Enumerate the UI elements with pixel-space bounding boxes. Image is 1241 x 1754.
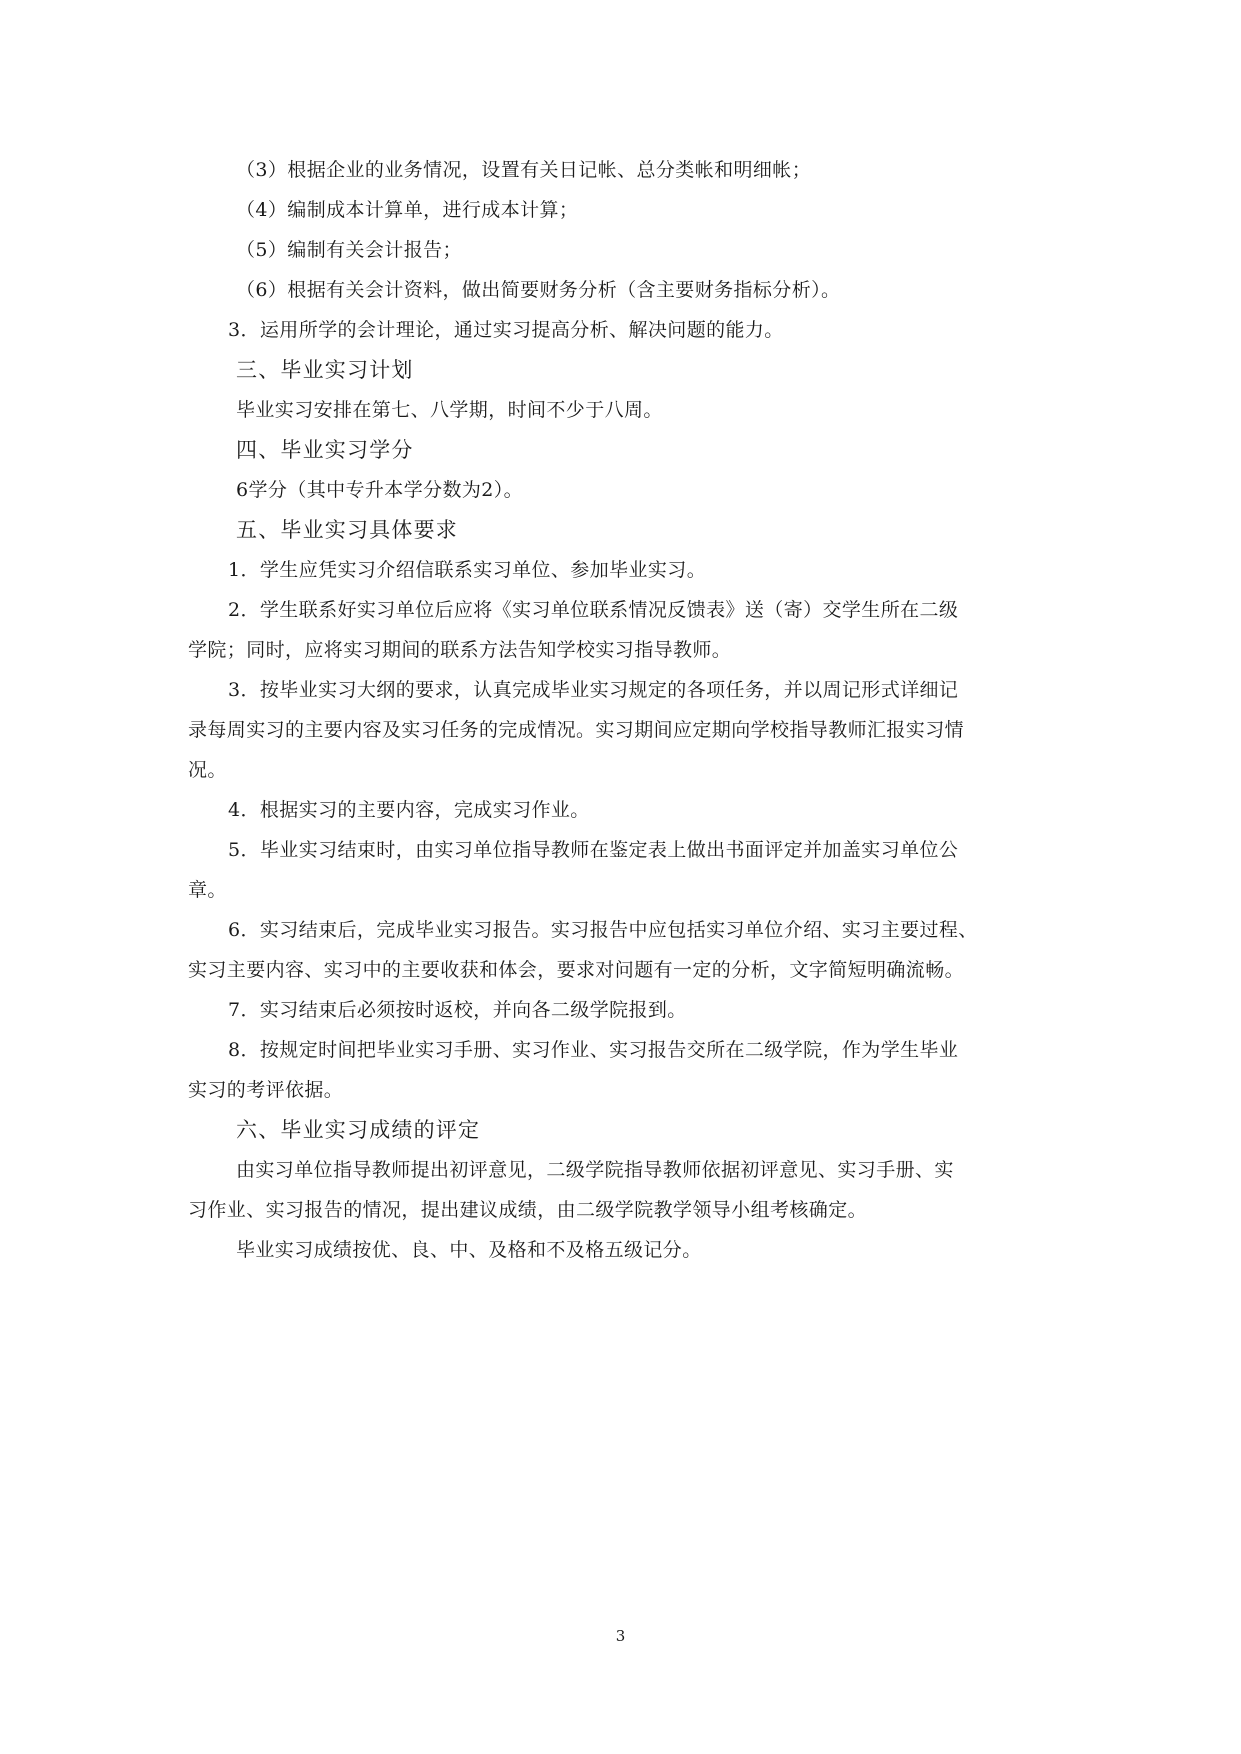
text-line: 录每周实习的主要内容及实习任务的完成情况。实习期间应定期向学校指导教师汇报实习情 [188,719,965,741]
text-line: 5．毕业实习结束时，由实习单位指导教师在鉴定表上做出书面评定并加盖实习单位公 [228,839,959,861]
text-line: 毕业实习安排在第七、八学期，时间不少于八周。 [236,399,663,421]
section-heading: 四、毕业实习学分 [236,438,414,462]
text-line: （4）编制成本计算单，进行成本计算； [236,199,579,221]
text-line: （5）编制有关会计报告； [236,239,462,261]
text-line: 实习的考评依据。 [188,1079,344,1101]
text-line: 8．按规定时间把毕业实习手册、实习作业、实习报告交所在二级学院，作为学生毕业 [228,1039,959,1061]
text-line: （6）根据有关会计资料，做出简要财务分析（含主要财务指标分析）。 [236,279,841,301]
text-line: 实习主要内容、实习中的主要收获和体会，要求对问题有一定的分析，文字简短明确流畅。 [188,959,965,981]
section-heading: 五、毕业实习具体要求 [236,518,458,542]
text-line: 毕业实习成绩按优、良、中、及格和不及格五级记分。 [236,1239,702,1261]
text-line: 2．学生联系好实习单位后应将《实习单位联系情况反馈表》送（寄）交学生所在二级 [228,599,959,621]
text-line: 6学分（其中专升本学分数为2）。 [236,479,524,501]
text-line: （3）根据企业的业务情况，设置有关日记帐、总分类帐和明细帐； [236,159,812,181]
text-line: 7．实习结束后必须按时返校，并向各二级学院报到。 [228,999,687,1021]
text-line: 学院；同时，应将实习期间的联系方法告知学校实习指导教师。 [188,639,732,661]
text-line: 章。 [188,879,227,901]
text-line: 4．根据实习的主要内容，完成实习作业。 [228,799,590,821]
page-number: 3 [615,1627,626,1645]
section-heading: 六、毕业实习成绩的评定 [236,1118,481,1142]
text-line: 况。 [188,759,227,781]
text-line: 6．实习结束后，完成毕业实习报告。实习报告中应包括实习单位介绍、实习主要过程、 [228,919,978,941]
section-heading: 三、毕业实习计划 [236,358,414,382]
text-line: 习作业、实习报告的情况，提出建议成绩，由二级学院教学领导小组考核确定。 [188,1199,868,1221]
text-line: 3．运用所学的会计理论，通过实习提高分析、解决问题的能力。 [228,319,784,341]
text-line: 3．按毕业实习大纲的要求，认真完成毕业实习规定的各项任务，并以周记形式详细记 [228,679,959,701]
text-line: 1．学生应凭实习介绍信联系实习单位、参加毕业实习。 [228,559,707,581]
text-line: 由实习单位指导教师提出初评意见，二级学院指导教师依据初评意见、实习手册、实 [236,1159,954,1181]
